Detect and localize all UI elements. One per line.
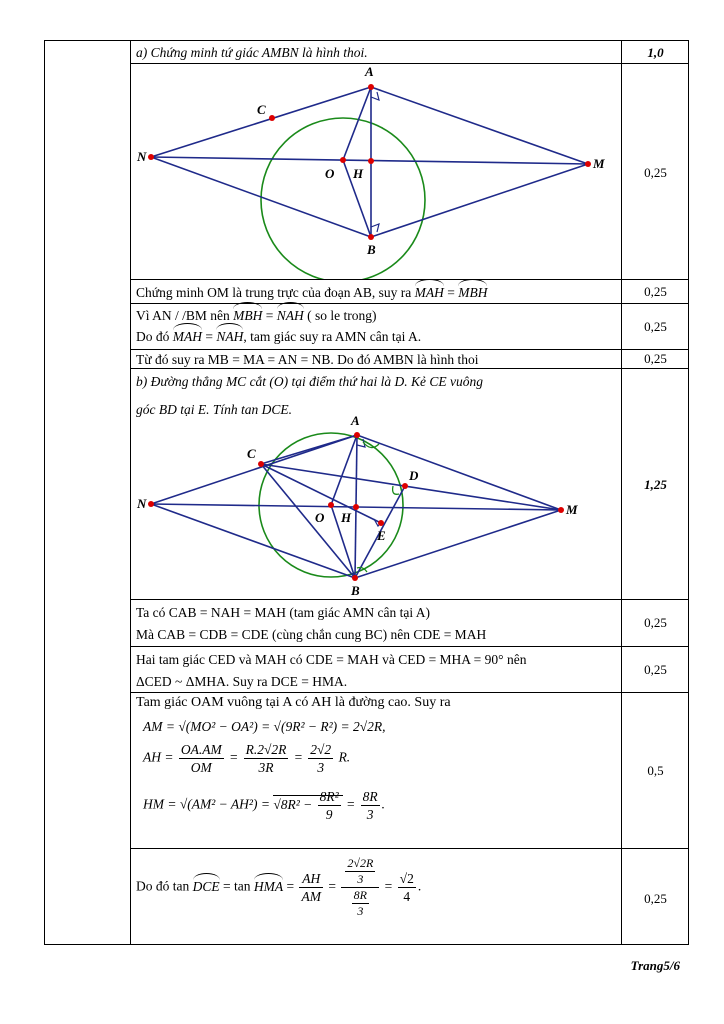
a-step3: Từ đó suy ra MB = MA = AN = NB. Do đó AMBN là hình thoi (136, 352, 479, 367)
a-step2-score: 0,25 (644, 319, 667, 334)
label-N: N (137, 149, 147, 164)
point-C (258, 461, 264, 467)
point-A (354, 432, 360, 438)
a-step2-line2: Do đó MAH = NAH, tam giác suy ra AMN cân tại A. (136, 329, 422, 344)
b-step2-score: 0,25 (644, 662, 667, 677)
label-N: N (137, 496, 147, 511)
point-H (353, 504, 359, 510)
row-divider (130, 646, 688, 647)
label-C: C (247, 446, 256, 461)
label-M: M (566, 502, 578, 517)
point-B (368, 234, 374, 240)
figure-tangent (131, 416, 621, 598)
label-M: M (593, 156, 605, 171)
point-B (352, 575, 358, 581)
answer-table (44, 40, 689, 945)
point-A (368, 84, 374, 90)
row-divider (130, 349, 688, 350)
row-divider (130, 279, 688, 280)
b-step4-score: 0,25 (644, 891, 667, 906)
point-O (328, 502, 334, 508)
point-O (340, 157, 346, 163)
point-M (585, 161, 591, 167)
a-step1: Chứng minh OM là trung trực của đoạn AB, suy ra MAH = MBH (136, 285, 488, 300)
label-H: H (341, 510, 352, 525)
part-a-heading: a) Chứng minh tứ giác AMBN là hình thoi. (136, 45, 368, 60)
part-b-points: 1,25 (644, 477, 667, 492)
a-step1-score: 0,25 (644, 284, 667, 299)
point-M (558, 507, 564, 513)
page-footer: Trang5/6 (630, 958, 680, 973)
a-step3-score: 0,25 (644, 351, 667, 366)
part-b-heading-line1: b) Đường thẳng MC cắt (O) tại điểm thứ hai là D. Kẻ CE vuông (136, 374, 484, 389)
a-step2-line1: Vì AN / /BM nên MBH = NAH ( so le trong) (136, 308, 377, 323)
b-step4: Do đó tan DCE = tan HMA = $\frac{AH}{AM}$ = $\frac{\frac{2√2R}{3}}{\frac{8R}{3}}$ = $\frac{√2}{4}$ . (136, 856, 422, 918)
figure-a-score: 0,25 (644, 165, 667, 180)
part-a-points: 1,0 (647, 45, 664, 60)
point-C (269, 115, 275, 121)
row-divider (130, 848, 688, 849)
label-H: H (353, 166, 364, 181)
b-step2-line2: ΔCED ~ ΔMHA. Suy ra DCE = HMA. (136, 674, 348, 689)
b-step1-line2: Mà CAB = CDB = CDE (cùng chắn cung BC) nên CDE = MAH (136, 627, 487, 642)
row-divider (130, 599, 688, 600)
label-O: O (315, 510, 325, 525)
label-E: E (377, 528, 386, 543)
b-step2-line1: Hai tam giác CED và MAH có CDE = MAH và CED = MHA = 90° nên (136, 652, 527, 667)
b-step3-ah: AH = $\frac{OA.AM}{OM}$ = $\frac{R.2√2R}{3R}$ = $\frac{2√2}{3}$ R. (143, 742, 351, 775)
label-D: D (409, 468, 419, 483)
b-step3-am: AM = √(MO² − OA²) = √(9R² − R²) = 2√2R, (143, 719, 386, 734)
b-step1-line1: Ta có CAB = NAH = MAH (tam giác AMN cân tại A) (136, 605, 430, 620)
label-A: A (365, 64, 374, 79)
label-C: C (257, 102, 266, 117)
figure-rhombus (131, 64, 621, 279)
b-step3-line1: Tam giác OAM vuông tại A có AH là đường cao. Suy ra (136, 695, 451, 710)
point-H (368, 158, 374, 164)
row-divider (130, 692, 688, 693)
label-O: O (325, 166, 335, 181)
point-D (402, 483, 408, 489)
b-step3-hm: HM = √(AM² − AH²) = √8R² − $\frac{\text{8R²}}{9}$ = $\frac{8R}{3}$ . (143, 789, 385, 822)
row-divider (130, 368, 688, 369)
row-divider (130, 303, 688, 304)
b-step1-score: 0,25 (644, 615, 667, 630)
label-B: B (367, 242, 376, 257)
point-E (378, 520, 384, 526)
point-N (148, 501, 154, 507)
point-N (148, 154, 154, 160)
label-B: B (351, 583, 360, 598)
label-A: A (351, 416, 360, 428)
part-b-heading-line2: góc BD tại E. Tính tan DCE. (136, 402, 292, 417)
b-step3-score: 0,5 (647, 763, 664, 778)
